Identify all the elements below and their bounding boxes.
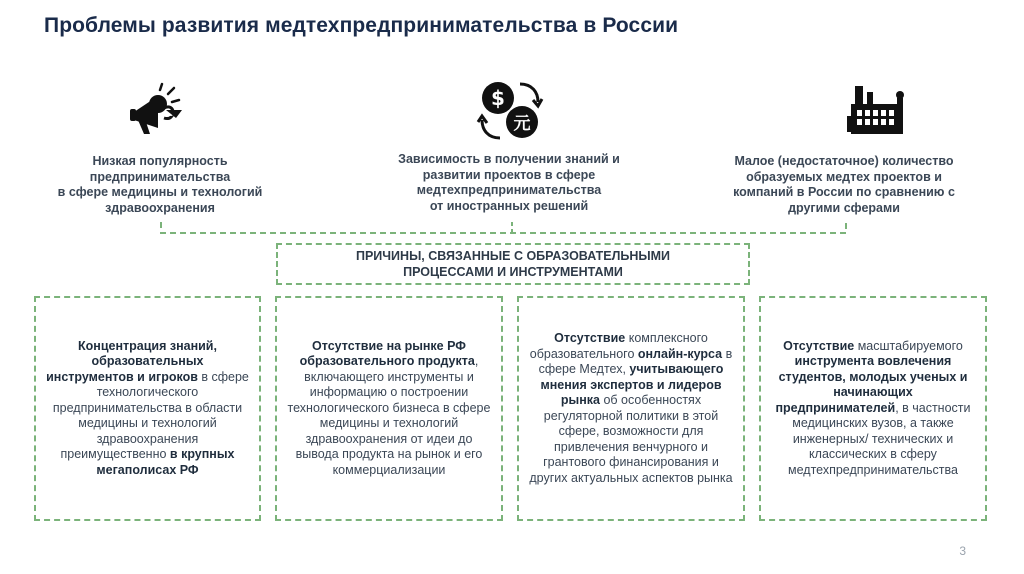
cause-text: , включающего инструменты и информацию о построении технологического бизнеса в сфере медицины и технологий здравоохранения от идеи до вывода продукта на рынок и его коммерциализации — [287, 354, 491, 477]
causes-title-line: ПРИЧИНЫ, СВЯЗАННЫЕ С ОБРАЗОВАТЕЛЬНЫМИ — [355, 249, 671, 263]
svg-text:元: 元 — [513, 114, 531, 134]
currency-exchange-icon — [474, 76, 546, 144]
problem-line: образуемых медтех проектов и — [746, 169, 942, 184]
cause-text-bold: онлайн-курса — [637, 346, 723, 361]
problem-line: другими сферами — [788, 200, 900, 215]
problem-line: в сфере медицины и технологий — [57, 185, 263, 199]
problem-line: Малое (недостаточное) количество — [734, 154, 954, 168]
megaphone-icon — [124, 82, 194, 146]
cause-text-bold: инструмента вовлечения студентов, молодых ученых и начинающих предпринимателей — [775, 354, 968, 415]
cause-text: , в частности медицинских вузов, а также инженерных/ технических и классических в сферу медтехпредпринимательства — [788, 400, 971, 477]
svg-text:$: $ — [491, 86, 505, 110]
cause-card-no-engagement-tool — [759, 296, 987, 521]
cause-text-bold: Отсутствие — [554, 331, 626, 345]
cause-card-text — [46, 339, 249, 479]
causes-title-line: ПРОЦЕССАМИ И ИНСТРУМЕНТАМИ — [403, 265, 623, 279]
cause-card-text — [287, 339, 491, 479]
cause-text-bold: в крупных мегаполисах РФ — [96, 447, 235, 477]
problem-line: здравоохранения — [105, 200, 215, 215]
causes-header — [276, 243, 750, 285]
cause-text: комплексного образовательного — [529, 331, 708, 361]
cause-text-bold: Отсутствие — [783, 338, 855, 353]
cause-card-no-product — [275, 296, 503, 521]
problem-line: Зависимость в получении знаний и — [398, 152, 620, 166]
problem-line: Низкая популярность — [92, 154, 228, 168]
factory-icon — [841, 78, 911, 142]
cause-card-concentration — [34, 296, 261, 521]
cause-card-text — [771, 339, 975, 479]
problem-low-popularity — [30, 154, 290, 216]
cause-text-bold: учитывающего мнения экспертов и лидеров рынка — [540, 362, 724, 407]
cause-text: в сфере Медтех, — [538, 346, 733, 376]
cause-text-bold: Концентрация знаний, образовательных инструментов и игроков — [46, 338, 217, 384]
cause-text-bold: Отсутствие на рынке РФ образовательного продукта — [299, 338, 475, 369]
problem-line: от иностранных решений — [429, 198, 589, 213]
cause-card-text — [529, 331, 733, 486]
cause-card-no-online-course — [517, 296, 745, 521]
problem-line: медтехпредпринимательства — [416, 183, 602, 197]
problem-line: компаний в России по сравнению с — [733, 185, 955, 199]
page-title: Проблемы развития медтехпредпринимательства в России — [44, 14, 679, 37]
problem-few-projects — [714, 154, 974, 216]
problem-line: предпринимательства — [89, 169, 231, 184]
cause-text: масштабируемого — [854, 338, 963, 353]
cause-text: об особенностях регуляторной политики в этой сфере, возможности для привлечения венчурного и грантового финансирования и других актуальных аспектов рынка — [529, 393, 733, 485]
cause-text: в сфере технологического предпринимательства в области медицины и технологий здравоохранения преимущественно — [52, 369, 249, 462]
problem-line: развитии проектов в сфере — [422, 167, 596, 182]
problem-foreign-dependence — [379, 152, 639, 214]
page-number: 3 — [959, 544, 966, 558]
